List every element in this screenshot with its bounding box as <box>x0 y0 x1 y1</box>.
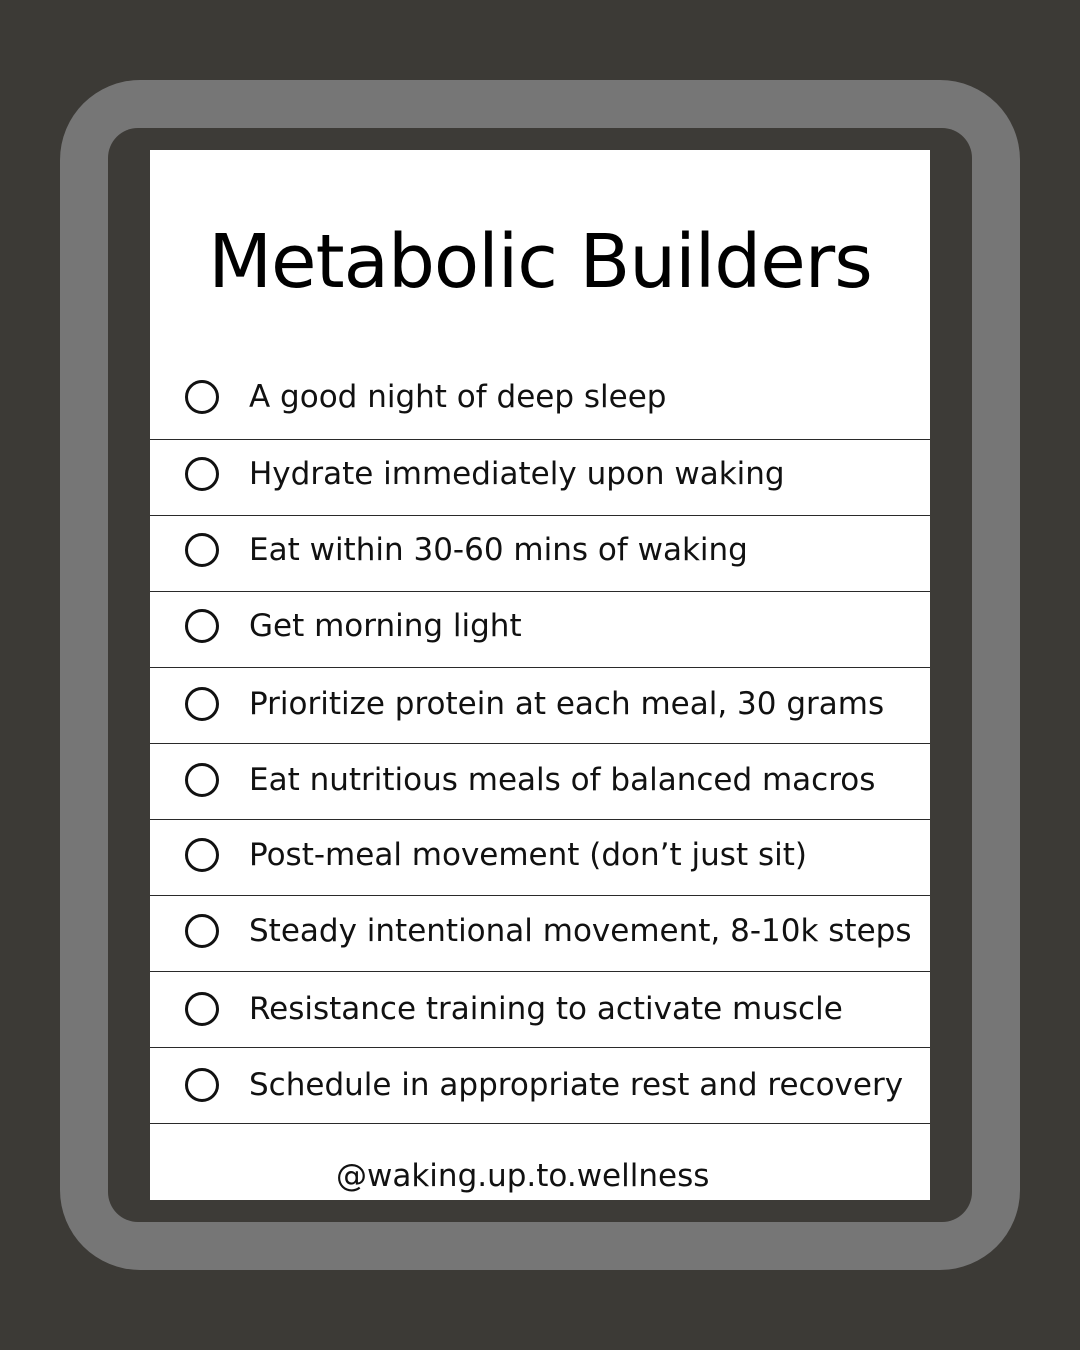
checklist-item-label: A good night of deep sleep <box>249 379 667 415</box>
row-divider <box>150 819 930 820</box>
checkbox-circle-icon[interactable] <box>185 838 219 872</box>
checklist-item[interactable] <box>150 379 930 419</box>
checkbox-circle-icon[interactable] <box>185 914 219 948</box>
checklist-item-label: Prioritize protein at each meal, 30 grams <box>249 686 885 722</box>
checklist-item[interactable] <box>150 913 930 953</box>
checklist-item[interactable] <box>150 837 930 877</box>
checklist-item-label: Eat nutritious meals of balanced macros <box>249 762 876 798</box>
checkbox-circle-icon[interactable] <box>185 763 219 797</box>
checkbox-circle-icon[interactable] <box>185 992 219 1026</box>
row-divider <box>150 515 930 516</box>
row-divider <box>150 439 930 440</box>
social-handle: @waking.up.to.wellness <box>336 1158 710 1194</box>
row-divider <box>150 743 930 744</box>
checklist-item[interactable] <box>150 762 930 802</box>
row-divider <box>150 667 930 668</box>
checklist-card <box>150 150 930 1200</box>
row-divider <box>150 1123 930 1124</box>
checkbox-circle-icon[interactable] <box>185 380 219 414</box>
row-divider <box>150 895 930 896</box>
row-divider <box>150 971 930 972</box>
checkbox-circle-icon[interactable] <box>185 457 219 491</box>
checklist-item[interactable] <box>150 1067 930 1107</box>
checklist-item[interactable] <box>150 991 930 1031</box>
checkbox-circle-icon[interactable] <box>185 533 219 567</box>
row-divider <box>150 1047 930 1048</box>
checklist-item-label: Post-meal movement (don’t just sit) <box>249 837 807 873</box>
checklist-item-label: Eat within 30-60 mins of waking <box>249 532 748 568</box>
checkbox-circle-icon[interactable] <box>185 687 219 721</box>
checklist-item[interactable] <box>150 532 930 572</box>
checkbox-circle-icon[interactable] <box>185 1068 219 1102</box>
row-divider <box>150 591 930 592</box>
checklist-item[interactable] <box>150 686 930 726</box>
checklist-item-label: Resistance training to activate muscle <box>249 991 843 1027</box>
checkbox-circle-icon[interactable] <box>185 609 219 643</box>
checklist-item-label: Hydrate immediately upon waking <box>249 456 785 492</box>
page-title: Metabolic Builders <box>208 219 872 305</box>
checklist-item[interactable] <box>150 456 930 496</box>
checklist-item-label: Schedule in appropriate rest and recovery <box>249 1067 904 1103</box>
checklist-item-label: Steady intentional movement, 8-10k steps <box>249 913 912 949</box>
checklist-item-label: Get morning light <box>249 608 522 644</box>
checklist-item[interactable] <box>150 608 930 648</box>
